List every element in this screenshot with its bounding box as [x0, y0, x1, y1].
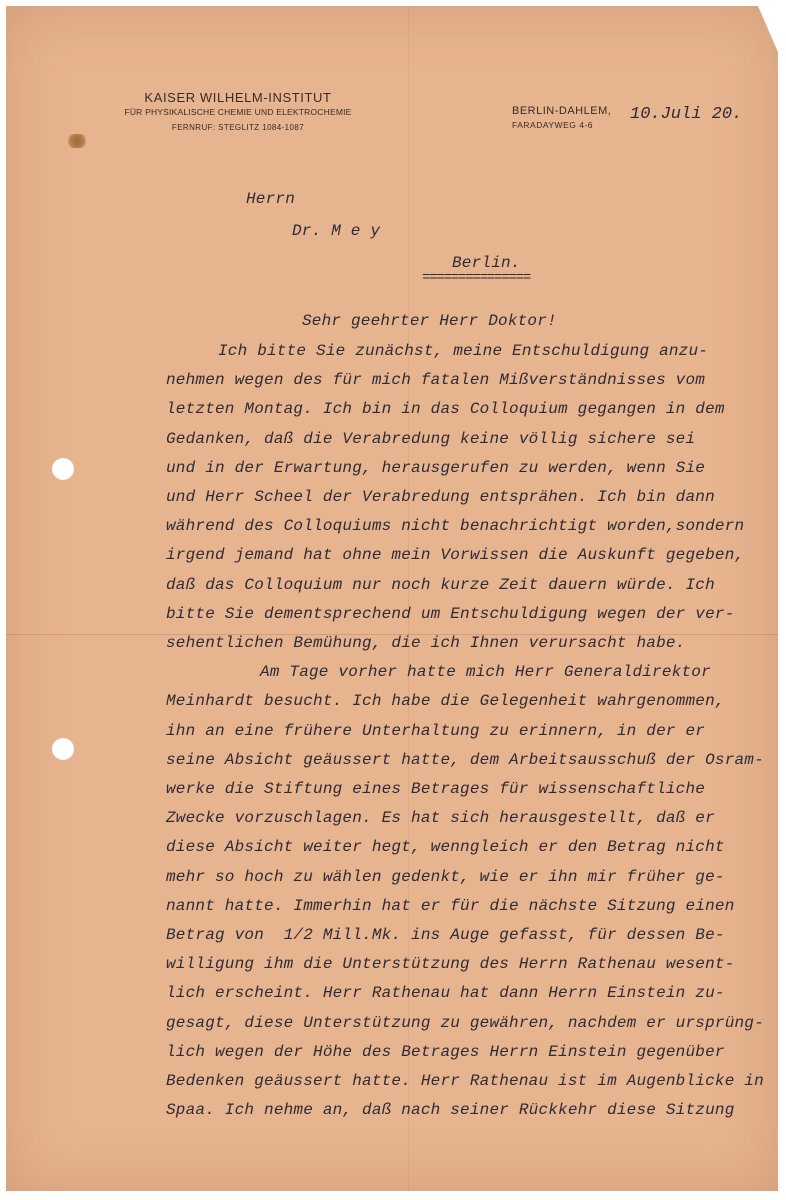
folded-corner: [758, 6, 778, 52]
body-line: irgend jemand hat ohne mein Vorwissen die Auskunft gegeben,: [166, 546, 745, 565]
body-line: lich erscheint. Herr Rathenau hat dann Herrn Einstein zu-: [166, 984, 725, 1003]
body-line: während des Colloquiums nicht benachrichtigt worden,sondern: [166, 517, 745, 536]
greeting: Sehr geehrter Herr Doktor!: [302, 312, 557, 330]
address-herrn: Herrn: [246, 190, 296, 208]
address-underline: ===============: [422, 270, 531, 286]
body-line: seine Absicht geäussert hatte, dem Arbeitsausschuß der Osram-: [166, 750, 764, 769]
body-line: sehentlichen Bemühung, die ich Ihnen verursacht habe.: [166, 634, 686, 652]
body-line: mehr so hoch zu wählen gedenkt, wie er ihn mir früher ge-: [166, 867, 725, 886]
body-line: und in der Erwartung, herausgerufen zu werden, wenn Sie: [166, 458, 706, 477]
body-line: Bedenken geäussert hatte. Herr Rathenau ist im Augenblicke in: [166, 1072, 764, 1090]
letter-date: 10.Juli 20.: [630, 105, 743, 124]
letterhead-institute: KAISER WILHELM-INSTITUT: [144, 90, 332, 105]
letterhead-subtitle: FÜR PHYSIKALISCHE CHEMIE UND ELEKTROCHEMIE: [124, 107, 352, 117]
body-line: nehmen wegen des für mich fatalen Mißverständnisses vom: [166, 371, 706, 390]
body-line: Betrag von 1/2 Mill.Mk. ins Auge gefasst, für dessen Be-: [166, 926, 725, 944]
body-line: Meinhardt besucht. Ich habe die Gelegenheit wahrgenommen,: [166, 692, 725, 711]
body-line: Zwecke vorzuschlagen. Es hat sich herausgestellt, daß er: [166, 809, 715, 828]
body-line: letzten Montag. Ich bin in das Colloquium gegangen in dem: [166, 400, 725, 419]
body-line: willigung ihm die Unterstützung des Herrn Rathenau wesent-: [166, 955, 735, 974]
body-line: Am Tage vorher hatte mich Herr Generaldirektor: [260, 663, 711, 682]
body-line: Ich bitte Sie zunächst, meine Entschuldigung anzu-: [218, 342, 709, 360]
letterhead-city: BERLIN-DAHLEM,: [512, 105, 612, 117]
body-line: lich wegen der Höhe des Betrages Herrn Einstein gegenüber: [166, 1042, 725, 1061]
body-line: nannt hatte. Immerhin hat er für die nächste Sitzung einen: [166, 896, 735, 915]
address-city: Berlin.: [452, 254, 521, 272]
body-line: gesagt, diese Unterstützung zu gewähren, nachdem er ursprüng-: [166, 1013, 764, 1032]
body-line: daß das Colloquium nur noch kurze Zeit dauern würde. Ich: [166, 575, 715, 594]
body-line: ihn an eine frühere Unterhaltung zu erinnern, in der er: [166, 721, 706, 740]
body-line: Spaa. Ich nehme an, daß nach seiner Rückkehr diese Sitzung: [166, 1101, 735, 1120]
body-line: diese Absicht weiter hegt, wenngleich er den Betrag nicht: [166, 838, 725, 857]
ink-stain: [66, 134, 88, 148]
letterhead-street: FARADAYWEG 4-6: [512, 120, 593, 130]
letterhead-phone: FERNRUF: STEGLITZ 1084-1087: [171, 123, 305, 132]
body-line: und Herr Scheel der Verabredung entsprähen. Ich bin dann: [166, 488, 715, 506]
punch-hole-bottom: [52, 738, 74, 760]
punch-hole-top: [52, 458, 74, 480]
body-line: werke die Stiftung eines Betrages für wissenschaftliche: [166, 780, 706, 798]
body-line: Gedanken, daß die Verabredung keine völlig sichere sei: [166, 429, 696, 448]
address-name: Dr. M e y: [292, 222, 381, 240]
body-line: bitte Sie dementsprechend um Entschuldigung wegen der ver-: [166, 604, 735, 623]
letter-page: [6, 6, 778, 1191]
